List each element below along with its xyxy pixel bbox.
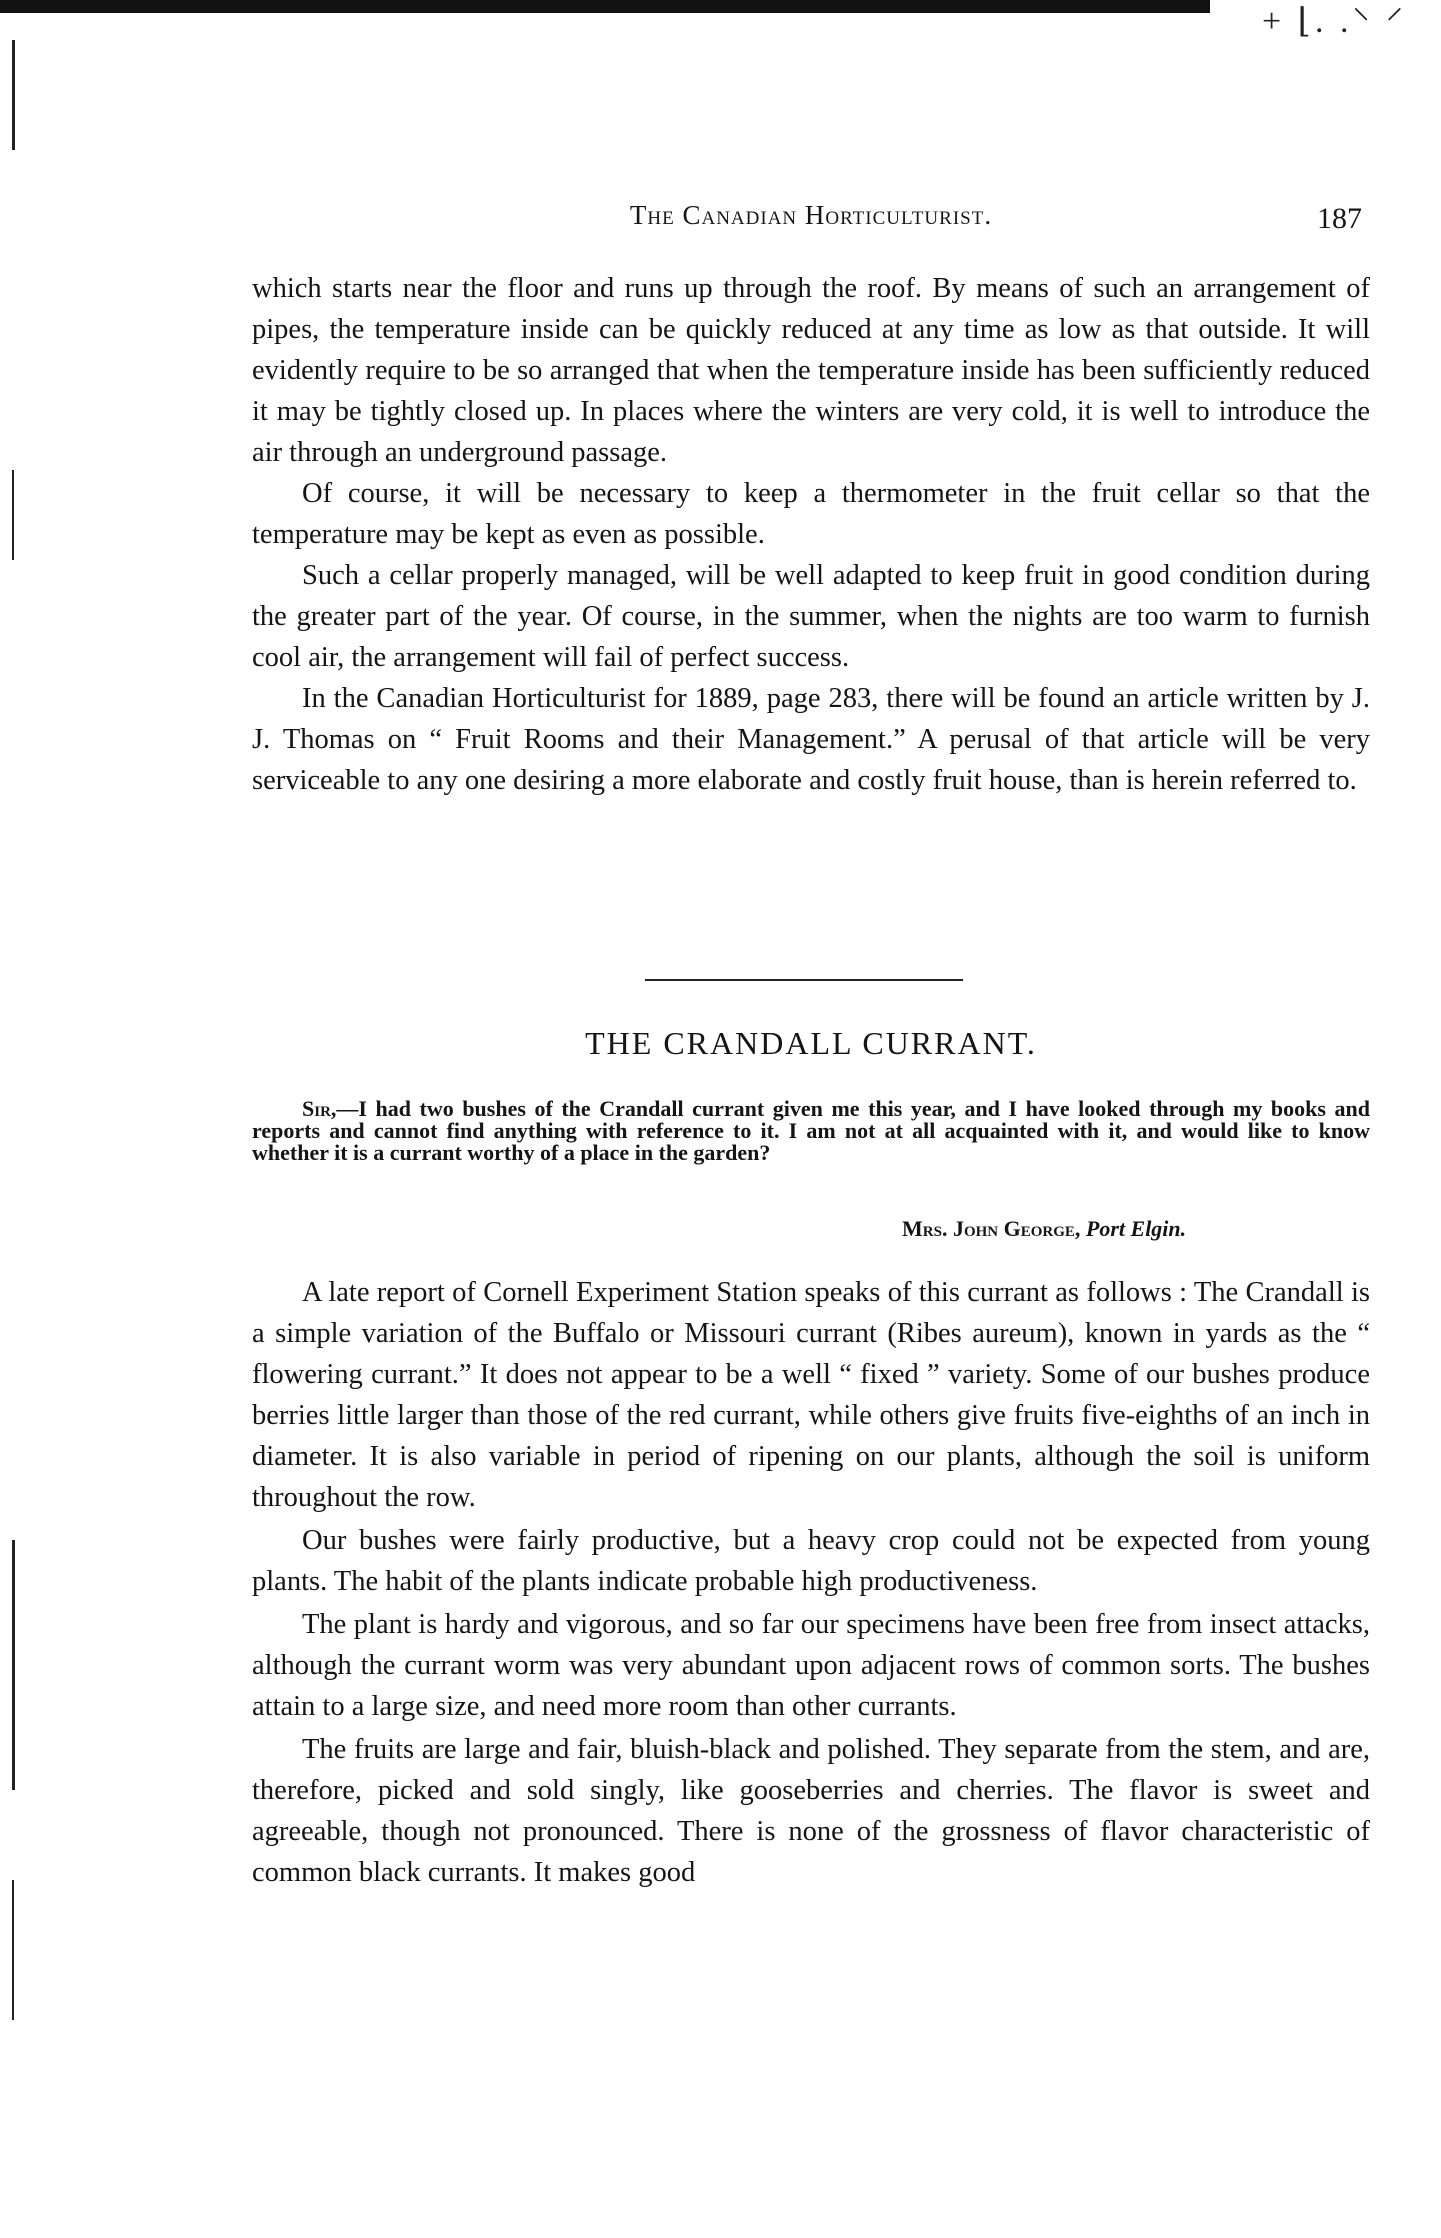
- signature-place: Port Elgin.: [1085, 1216, 1187, 1241]
- letter-body: —I had two bushes of the Crandall currant given me this year, and I have looked through my books and reports and cannot find anything with reference to it. I am not at all acquainted with it, and would like to know whether it is a currant worthy of a place in the garden?: [252, 1096, 1370, 1165]
- paragraph: Of course, it will be necessary to keep a thermometer in the fruit cellar so that the temperature may be kept as even as possible.: [252, 478, 1370, 550]
- letter-signature: [902, 1216, 1186, 1242]
- scan-left-edge: [12, 1880, 14, 2020]
- letter-salutation: Sir,: [302, 1096, 337, 1121]
- reply-section: [252, 1272, 1370, 1895]
- article-title: THE CRANDALL CURRANT.: [585, 1025, 1037, 1061]
- paragraph: which starts near the floor and runs up through the roof. By means of such an arrangement of pipes, the temperature inside can be quickly reduced at any time as low as that outside. It will evidently require to be so arranged that when the temperature inside has been sufficiently reduced it may be tightly closed up. In places where the winters are very cold, it is well to introduce the air through an underground passage.: [252, 273, 1370, 468]
- paragraph: The fruits are large and fair, bluish-black and polished. They separate from the stem, and are, therefore, picked and sold singly, like gooseberries and cherries. The flavor is sweet and agreeable, though not pronounced. There is none of the grossness of flavor characteristic of common black currants. It makes good: [252, 1734, 1370, 1888]
- paragraph: In the Canadian Horticulturist for 1889, page 283, there will be found an article written by J. J. Thomas on “ Fruit Rooms and their Management.” A perusal of that article will be very serviceable to any one desiring a more elaborate and costly fruit house, than is herein referred to.: [252, 683, 1370, 796]
- paragraph: A late report of Cornell Experiment Station speaks of this currant as follows : The Crandall is a simple variation of the Buffalo or Missouri currant (Ribes aureum), known in yards as the “ flowering currant.” It does not appear to be a well “ fixed ” variety. Some of our bushes produce berries little larger than those of the red currant, while others give fruits five-eighths of an inch in diameter. It is also variable in period of ripening on our plants, although the soil is uniform throughout the row.: [252, 1277, 1370, 1513]
- reader-letter: [252, 1098, 1370, 1164]
- scan-left-edge: [12, 40, 15, 150]
- signature-name: Mrs. John George,: [902, 1216, 1081, 1241]
- scan-left-edge: [12, 1540, 15, 1790]
- scan-top-edge: [0, 0, 1210, 13]
- top-section: [252, 268, 1370, 801]
- paragraph: The plant is hardy and vigorous, and so far our specimens have been free from insect attacks, although the currant worm was very abundant upon adjacent rows of common sorts. The bushes attain to a large size, and need more room than other currants.: [252, 1609, 1370, 1722]
- running-title: The Canadian Horticulturist.: [629, 200, 993, 230]
- paragraph: Our bushes were fairly productive, but a heavy crop could not be expected from young plants. The habit of the plants indicate probable high productiveness.: [252, 1525, 1370, 1597]
- scan-corner-marks: + ⌊. .⸌ ⸍: [1262, 3, 1407, 40]
- letter-paragraph: [252, 1098, 1370, 1164]
- paragraph: Such a cellar properly managed, will be well adapted to keep fruit in good condition during the greater part of the year. Of course, in the summer, when the nights are too warm to furnish cool air, the arrangement will fail of perfect success.: [252, 560, 1370, 673]
- page-header: [252, 200, 1370, 240]
- scan-left-edge: [12, 470, 14, 560]
- section-divider: [645, 979, 963, 981]
- page-number: 187: [1317, 202, 1362, 235]
